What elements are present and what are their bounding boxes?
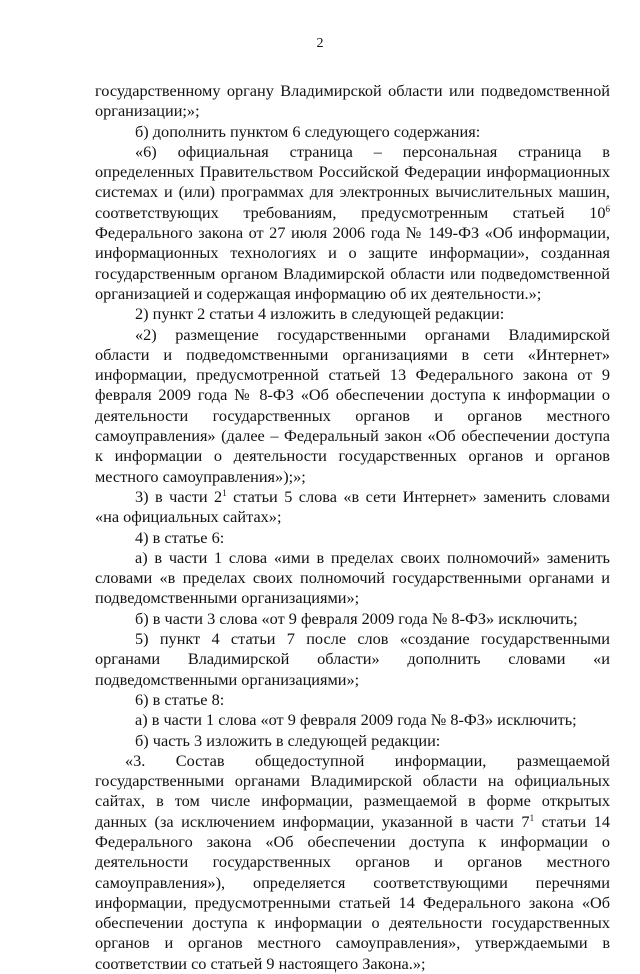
paragraph: государственному органу Владимирской области или подведомственной организации;»; bbox=[95, 81, 610, 121]
paragraph-text: «6) официальная страница – персональная страница в определенных Правительством Российской Федерации информационных системах и (или) программах для электронных вычислительных машин, соответствующих требованиям, предусмотренным статьей 10 bbox=[95, 141, 610, 222]
superscript: 1 bbox=[222, 487, 227, 498]
paragraph: б) часть 3 изложить в следующей редакции: bbox=[135, 730, 441, 750]
paragraph-text: статьи 14 Федерального закона «Об обеспечении доступа к информации о деятельности государственных органов и органов местного самоуправления»), определяется соответствующими перечнями информации, предусмотренными статьей 14 Федерального закона «Об обеспечении доступа к информации о деятельности государственных органов и органов местного самоуправления», утверждаемыми в соответствии со статьей 9 настоящего Закона.»; bbox=[95, 811, 610, 973]
paragraph: 5) пункт 4 статьи 7 после слов «создание государственными органами Владимирской области» дополнить словами «и подведомственными организациями»; bbox=[95, 629, 610, 689]
paragraph-text: Федерального закона от 27 июля 2006 года № 149-ФЗ «Об информации, информационных технологиях и о защите информации», созданная государственным органом Владимирской области или подведомственной организацией и содержащая информацию об их деятельности.»; bbox=[95, 223, 610, 303]
paragraph: б) дополнить пунктом 6 следующего содержания: bbox=[135, 121, 481, 141]
paragraph: «2) размещение государственными органами Владимирской области и подведомственными организациями в сети «Интернет» информации, предусмотренной статьей 13 Федерального закона от 9 февраля 2009 года № 8-ФЗ «Об обеспечении доступа к информации о деятельности государственных органов и органов местного самоуправления» (далее – Федеральный закон «Об обеспечении доступа к информации о деятельности государственных органов и органов местного самоуправления»);»; bbox=[95, 324, 610, 486]
paragraph bbox=[95, 751, 610, 974]
paragraph: а) в части 1 слова «от 9 февраля 2009 года № 8-ФЗ» исключить; bbox=[135, 710, 577, 730]
superscript: 6 bbox=[605, 203, 610, 214]
paragraph bbox=[95, 142, 610, 304]
document-body bbox=[95, 81, 610, 974]
paragraph: 2) пункт 2 статьи 4 изложить в следующей редакции: bbox=[135, 304, 505, 324]
paragraph-text: 3) в части 2 bbox=[135, 486, 223, 506]
paragraph-text: статьи 5 слова «в сети Интернет» заменить словами «на официальных сайтах»; bbox=[95, 486, 611, 527]
paragraph: б) в части 3 слова «от 9 февраля 2009 года № 8-ФЗ» исключить; bbox=[135, 608, 578, 628]
paragraph: 4) в статье 6: bbox=[135, 527, 225, 547]
page-number: 2 bbox=[316, 36, 324, 51]
paragraph bbox=[95, 487, 610, 528]
paragraph: 6) в статье 8: bbox=[135, 689, 225, 709]
paragraph-text: «3. Состав общедоступной информации, размещаемой государственными органами Владимирской области на официальных сайтах, в том числе информации, размещаемой в форме открытых данных (за исключением информации, указанной в части 7 bbox=[95, 750, 610, 831]
paragraph: а) в части 1 слова «ими в пределах своих полномочий» заменить словами «в пределах своих полномочий государственными органами и подведомственными организациями»; bbox=[95, 547, 610, 608]
superscript: 1 bbox=[529, 812, 535, 823]
